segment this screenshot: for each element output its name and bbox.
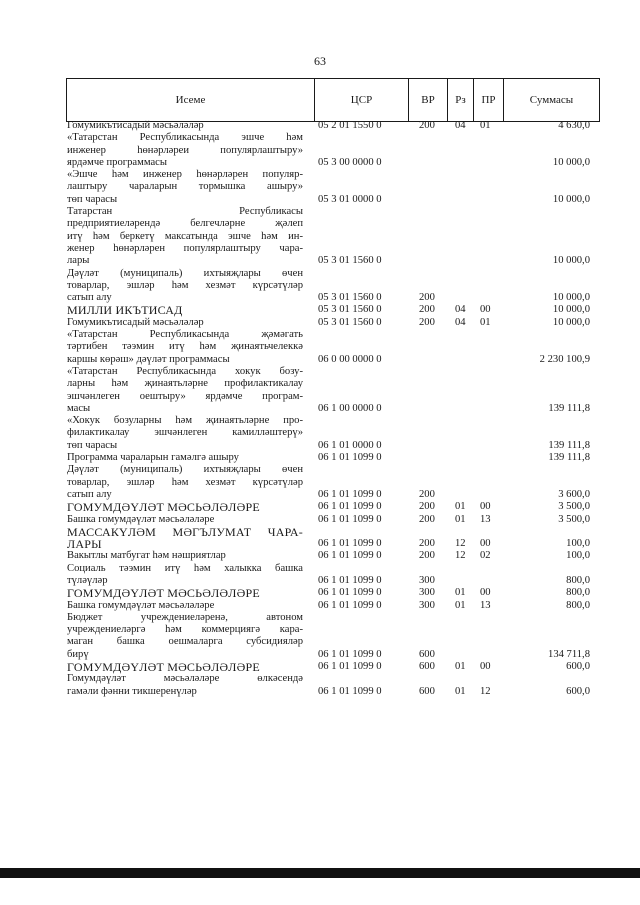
row-csr: 06 1 01 1099 0: [318, 648, 382, 660]
row-rz: 01: [455, 587, 466, 599]
row-name-line: предприятиеләрендә белгечләрне җәлеп: [67, 218, 303, 230]
table-row: [67, 464, 601, 501]
row-name-line: ГОМУМДӘҮЛӘТ МӘСЬӘЛӘЛӘРЕ: [67, 500, 260, 515]
row-vr: 300: [419, 599, 435, 611]
row-vr: 300: [419, 574, 435, 586]
row-csr: 05 3 01 1560 0: [318, 292, 382, 304]
row-vr: 200: [419, 550, 435, 562]
row-name-line: түләүләр: [67, 574, 108, 586]
table-row: [67, 612, 601, 661]
header-sum: Суммасы: [504, 79, 600, 122]
row-rz: 01: [455, 685, 466, 697]
row-sum: 800,0: [566, 574, 590, 586]
row-sum: 3 500,0: [558, 513, 590, 525]
row-name-line: ларны һәм җинаятьләрне профилактикалау: [67, 378, 303, 390]
row-name: [67, 464, 303, 501]
row-name-line: филактикалау эшчәнлеген камилләштерү»: [67, 427, 303, 439]
row-sum: 100,0: [566, 538, 590, 550]
row-csr: 06 1 01 1099 0: [318, 661, 382, 673]
row-name-line: «Эшче һәм инженер һөнәрләрен популяр-: [67, 169, 303, 181]
table-row: [67, 120, 601, 132]
row-pr: 02: [480, 550, 491, 562]
row-name: [67, 329, 303, 366]
row-rz: 01: [455, 501, 466, 513]
row-name-line: товарлар, эшләр һәм хезмәт күрсәтүләр: [67, 476, 303, 488]
row-name: [67, 120, 303, 132]
row-pr: 13: [480, 513, 491, 525]
row-name: [67, 132, 303, 169]
row-name-line: «Татарстан Республикасында җәмәгать: [67, 329, 303, 341]
row-vr: 200: [419, 120, 435, 131]
row-vr: 300: [419, 587, 435, 599]
row-csr: 06 1 01 1099 0: [318, 599, 382, 611]
row-name: [67, 415, 303, 452]
row-pr: 00: [480, 501, 491, 513]
row-sum: 10 000,0: [552, 193, 590, 205]
row-csr: 05 3 01 1560 0: [318, 316, 382, 328]
row-rz: 04: [455, 304, 466, 316]
table-row: [67, 169, 601, 206]
row-vr: 600: [419, 648, 435, 660]
row-sum: 139 111,8: [548, 452, 590, 464]
row-csr: 05 3 01 0000 0: [318, 193, 382, 205]
row-name: [67, 550, 303, 562]
table-row: [67, 600, 601, 612]
table-row: [67, 304, 601, 316]
row-pr: 13: [480, 599, 491, 611]
row-name: [67, 514, 303, 526]
row-name-line: Вакытлы матбугат һәм нәшриятлар: [67, 550, 226, 562]
header-name: Исеме: [67, 79, 315, 122]
row-csr: 06 1 00 0000 0: [318, 402, 382, 414]
row-vr: 600: [419, 661, 435, 673]
row-name-line: эшчәнлеген оештыру» ярдәмче програм-: [67, 390, 303, 402]
row-sum: 139 111,8: [548, 439, 590, 451]
table-row: [67, 366, 601, 415]
table-row: [67, 452, 601, 464]
row-rz: 01: [455, 599, 466, 611]
row-pr: 00: [480, 304, 491, 316]
row-name-line: МИЛЛИ ИКЪТИСАД: [67, 303, 183, 318]
row-sum: 10 000,0: [552, 156, 590, 168]
row-vr: 200: [419, 292, 435, 304]
row-vr: 200: [419, 488, 435, 500]
table-row: [67, 673, 601, 698]
row-name-line: Гомумикътисадый мәсьәләләр: [67, 120, 204, 131]
table-row: [67, 661, 601, 673]
table-row: [67, 563, 601, 588]
row-csr: 05 3 00 0000 0: [318, 156, 382, 168]
row-vr: 200: [419, 513, 435, 525]
row-name-line: сатып алу: [67, 488, 112, 500]
row-csr: 06 1 01 1099 0: [318, 513, 382, 525]
row-name-line: Бюджет учреждениеләренә, автоном: [67, 611, 303, 623]
row-pr: 01: [480, 316, 491, 328]
row-name: [67, 661, 303, 673]
row-vr: 200: [419, 316, 435, 328]
row-name: [67, 452, 303, 464]
row-name: [67, 587, 303, 599]
row-name: [67, 600, 303, 612]
row-sum: 100,0: [566, 550, 590, 562]
row-vr: 200: [419, 538, 435, 550]
row-sum: 4 630,0: [558, 120, 590, 131]
row-csr: 06 1 01 1099 0: [318, 587, 382, 599]
row-name-line: Башка гомумдәүләт мәсьәләләре: [67, 513, 215, 525]
row-name: [67, 268, 303, 305]
row-pr: 00: [480, 661, 491, 673]
table-row: [67, 526, 601, 551]
row-name: [67, 206, 303, 267]
row-csr: 06 1 01 1099 0: [318, 550, 382, 562]
row-name-line: ярдәмче программасы: [67, 156, 167, 168]
row-rz: 04: [455, 316, 466, 328]
row-csr: 06 1 01 0000 0: [318, 439, 382, 451]
row-sum: 10 000,0: [552, 255, 590, 267]
row-name: [67, 304, 303, 316]
row-csr: 06 0 00 0000 0: [318, 353, 382, 365]
row-name-line: «Татарстан Республикасында хокук бозу-: [67, 365, 303, 377]
row-sum: 10 000,0: [552, 292, 590, 304]
row-csr: 05 3 01 1560 0: [318, 255, 382, 267]
row-rz: 01: [455, 661, 466, 673]
row-name-line: төп чарасы: [67, 439, 118, 451]
row-name: [67, 169, 303, 206]
row-name-line: «Хокук бозуларны һәм җинаятьләрне про-: [67, 415, 303, 427]
row-name: [67, 526, 303, 551]
budget-table-body: [67, 120, 601, 698]
scan-edge-bar: [0, 868, 640, 878]
row-name-line: лары: [67, 255, 90, 267]
row-name-line: «Татарстан Республикасында эшче һәм: [67, 132, 303, 144]
row-sum: 800,0: [566, 599, 590, 611]
row-name-line: тәртибен тәэмин итү һәм җинаятьчелеккә: [67, 341, 303, 353]
row-pr: 01: [480, 120, 491, 131]
row-rz: 01: [455, 513, 466, 525]
table-row: [67, 550, 601, 562]
row-name-line: төп чарасы: [67, 193, 118, 205]
table-row: [67, 317, 601, 329]
row-name-line: МАССАКҮЛӘМ МӘГЪЛУМАТ ЧАРА-: [67, 524, 303, 539]
row-sum: 600,0: [566, 685, 590, 697]
row-name-line: Татарстан Республикасы: [67, 206, 303, 218]
row-name-line: Социаль тәэмин итү һәм халыкка башка: [67, 562, 303, 574]
row-sum: 10 000,0: [552, 304, 590, 316]
row-name-line: сатып алу: [67, 292, 112, 304]
row-name: [67, 366, 303, 415]
row-vr: 600: [419, 685, 435, 697]
row-sum: 3 500,0: [558, 501, 590, 513]
table-row: [67, 587, 601, 599]
row-name-line: гамәли фәнни тикшеренүләр: [67, 685, 197, 697]
row-name: [67, 673, 303, 698]
page-number: 63: [314, 54, 326, 68]
row-sum: 10 000,0: [552, 316, 590, 328]
row-name-line: Гомумдәүләт мәсьәләләре өлкәсендә: [67, 673, 303, 685]
row-name-line: ЛАРЫ: [67, 537, 102, 552]
row-name-line: Дәүләт (муниципаль) ихтыяҗлары өчен: [67, 464, 303, 476]
table-row: [67, 206, 601, 267]
header-vr: ВР: [409, 79, 448, 122]
header-pr: ПР: [474, 79, 504, 122]
row-name: [67, 563, 303, 588]
table-row: [67, 132, 601, 169]
row-name: [67, 612, 303, 661]
row-name: [67, 501, 303, 513]
table-row: [67, 329, 601, 366]
row-csr: 06 1 01 1099 0: [318, 488, 382, 500]
row-csr: 06 1 01 1099 0: [318, 574, 382, 586]
row-rz: 04: [455, 120, 466, 131]
table-row: [67, 415, 601, 452]
row-name-line: Программа чараларын гамәлгә ашыру: [67, 452, 239, 464]
header-csr: ЦСР: [315, 79, 409, 122]
table-row: [67, 501, 601, 513]
row-name-line: итү һәм беркетү максатында эшче һәм ин-: [67, 230, 303, 242]
row-name-line: Гомумикътисадый мәсьәләләр: [67, 316, 204, 328]
row-sum: 800,0: [566, 587, 590, 599]
row-csr: 06 1 01 1099 0: [318, 538, 382, 550]
row-name-line: бирү: [67, 648, 89, 660]
row-pr: 00: [480, 538, 491, 550]
header-rz: Рз: [448, 79, 474, 122]
row-name-line: масы: [67, 402, 91, 414]
row-sum: 134 711,8: [548, 648, 590, 660]
table-header: [66, 78, 600, 122]
row-sum: 3 600,0: [558, 488, 590, 500]
row-name-line: Дәүләт (муниципаль) ихтыяҗлары өчен: [67, 267, 303, 279]
row-csr: 05 2 01 1550 0: [318, 120, 382, 131]
row-name-line: Башка гомумдәүләт мәсьәләләре: [67, 599, 215, 611]
row-name: [67, 317, 303, 329]
row-csr: 05 3 01 1560 0: [318, 304, 382, 316]
row-name-line: учреждениеләргә һәм коммерциягә кара-: [67, 624, 303, 636]
row-vr: 200: [419, 501, 435, 513]
row-pr: 00: [480, 587, 491, 599]
row-name-line: ГОМУМДӘҮЛӘТ МӘСЬӘЛӘЛӘРЕ: [67, 586, 260, 601]
row-sum: 139 111,8: [548, 402, 590, 414]
row-sum: 600,0: [566, 661, 590, 673]
row-csr: 06 1 01 1099 0: [318, 452, 382, 464]
row-rz: 12: [455, 550, 466, 562]
row-pr: 12: [480, 685, 491, 697]
row-name-line: маган башка оешмаларга субсидияләр: [67, 636, 303, 648]
row-rz: 12: [455, 538, 466, 550]
row-name-line: женер һөнәрләрен популярлаштыру чара-: [67, 242, 303, 254]
row-csr: 06 1 01 1099 0: [318, 501, 382, 513]
table-row: [67, 268, 601, 305]
row-csr: 06 1 01 1099 0: [318, 685, 382, 697]
row-sum: 2 230 100,9: [539, 353, 590, 365]
row-name-line: ГОМУМДӘҮЛӘТ МӘСЬӘЛӘЛӘРЕ: [67, 660, 260, 675]
row-name-line: товарлар, эшләр һәм хезмәт күрсәтүләр: [67, 279, 303, 291]
table-row: [67, 514, 601, 526]
row-name-line: лаштыру чараларын тормышка ашыру»: [67, 181, 303, 193]
row-name-line: каршы көрәш» дәүләт программасы: [67, 353, 230, 365]
row-name-line: инженер һөнәрләреи популярлаштыру»: [67, 144, 303, 156]
row-vr: 200: [419, 304, 435, 316]
